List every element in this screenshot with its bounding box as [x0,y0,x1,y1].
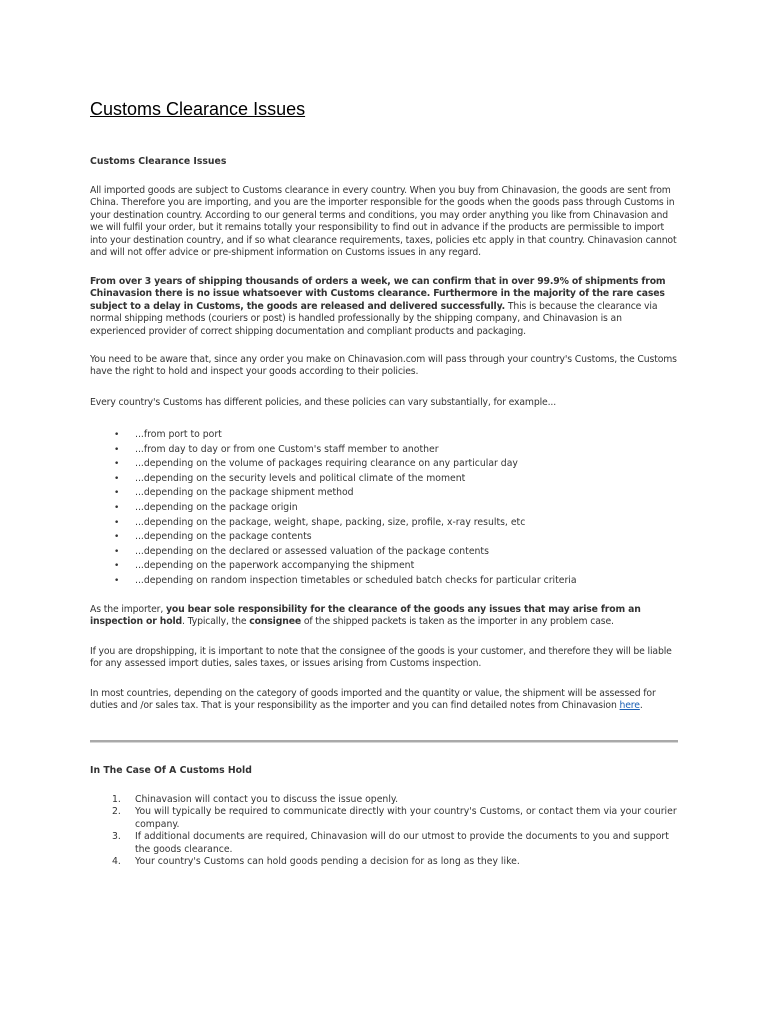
shipping-record-rest: This is because the clearance via normal shipping methods (couriers or post) is handled professionally by the shipping company, and Chinavasion is an experienced provider of correct shipping documentation and compliant products and packaging. [90,300,658,337]
list-item [90,574,680,589]
customs-rights-paragraph: You need to be aware that, since any order you make on Chinavasion.com will pass through your country's Customs, the Customs have the right to hold and inspect your goods according to their policies. [90,354,677,378]
text-run-bold: consignee [249,616,302,628]
intro-paragraph: All imported goods are subject to Customs clearance in every country. When you buy from Chinavasion, the goods are sent from China. Therefore you are importing, and you are the importer responsible for the goods when the goods pass through Customs in your destination country. According to our general terms and conditions, you may order anything you like from Chinavasion and we will fulfil your order, but it remains totally your responsibility to find out in advance if the products are permissible to import into your destination country, and if so what clearance requirements, taxes, policies etc apply in that country. Chinavasion cannot and will not offer advice or pre-shipment information on Customs issues in any regard. [90,185,677,259]
list-item [90,428,680,443]
shipping-record-paragraph [90,276,680,338]
step-text: If additional documents are required, Chinavasion will do our utmost to provide the documents to you and support the goods clearance. [135,831,669,855]
list-item-text: ...depending on the package shipment method [135,487,354,499]
list-item [90,516,680,531]
policy-variation-list [90,428,680,589]
list-item [90,501,680,516]
list-item-text: ...from port to port [135,429,222,440]
bullet-icon: • [114,502,120,513]
importer-responsibility-paragraph [90,604,680,629]
bullet-icon: • [114,532,120,543]
text-run: As the importer, [90,604,166,615]
list-item-text: ...depending on the declared or assessed valuation of the package contents [135,545,489,557]
bullet-icon: • [114,444,120,455]
bullet-icon: • [114,517,120,528]
list-item [90,457,680,472]
step-number: 3. [112,831,121,843]
page-title: Customs Clearance Issues [90,99,306,119]
list-item-text: ...depending on the security levels and political climate of the moment [135,472,466,484]
section-heading: Customs Clearance Issues [90,156,227,167]
bullet-icon: • [114,473,120,484]
list-item [90,486,680,501]
text-run: . Typically, the [182,616,250,628]
step-text: Chinavasion will contact you to discuss the issue openly. [135,794,399,805]
text-run: of the shipped packets is taken as the importer in any problem case. [301,616,614,628]
section-divider [90,740,678,743]
list-item [90,545,680,560]
list-item [90,443,680,458]
customs-hold-heading: In The Case Of A Customs Hold [90,765,252,776]
dropshipping-paragraph: If you are dropshipping, it is important to note that the consignee of the goods is your customer, and therefore they will be liable for any assessed import duties, sales taxes, or issues arising from Customs inspection. [90,646,672,670]
list-item [90,806,680,831]
bullet-icon: • [114,430,120,440]
list-item [90,559,680,574]
customs-hold-steps [90,794,680,868]
step-text: You will typically be required to communicate directly with your country's Customs, or contact them via your courier company. [135,806,677,830]
text-run: . [639,700,643,712]
bullet-icon: • [114,575,120,586]
step-text: Your country's Customs can hold goods pending a decision for as long as they like. [135,856,520,868]
list-item [90,472,680,487]
list-item [90,530,680,545]
list-item-text: ...depending on the package, weight, shape, packing, size, profile, x-ray results, etc [135,516,526,528]
bullet-icon: • [114,546,120,557]
duties-paragraph [90,688,680,713]
list-item [90,831,680,856]
list-item-text: ...depending on random inspection timetables or scheduled batch checks for particular criteria [135,574,577,586]
list-item-text: ...depending on the paperwork accompanying the shipment [135,560,415,572]
list-item [90,794,680,806]
list-item-text: ...depending on the package contents [135,531,312,543]
shipping-record-bold: From over 3 years of shipping thousands of orders a week, we can confirm that in over 99.9% of shipments from Chinavasion there is no issue whatsoever with Customs clearance. Furthermore in the majority of the rare cases subject to a delay in Customs, the goods are released and delivered successfully. [90,276,666,312]
list-item-text: ...from day to day or from one Custom's staff member to another [135,443,439,455]
bullet-icon: • [114,488,120,499]
bullet-icon: • [114,459,120,470]
bullet-icon: • [114,561,120,572]
text-run: In most countries, depending on the category of goods imported and the quantity or value, the shipment will be assessed for duties and /or sales tax. That is your responsibility as the importer and you can find detailed notes from Chinavasion [90,688,656,712]
step-number: 1. [112,794,121,805]
policies-intro-paragraph: Every country's Customs has different policies, and these policies can vary substantially, for example... [90,397,557,408]
step-number: 2. [112,806,121,818]
here-link[interactable]: here [619,700,640,712]
list-item-text: ...depending on the volume of packages requiring clearance on any particular day [135,458,518,470]
step-number: 4. [112,856,121,868]
text-run-bold: you bear sole responsibility for the clearance of the goods any issues that may arise from an inspection or hold [90,604,641,628]
list-item-text: ...depending on the package origin [135,501,298,513]
list-item [90,856,680,868]
